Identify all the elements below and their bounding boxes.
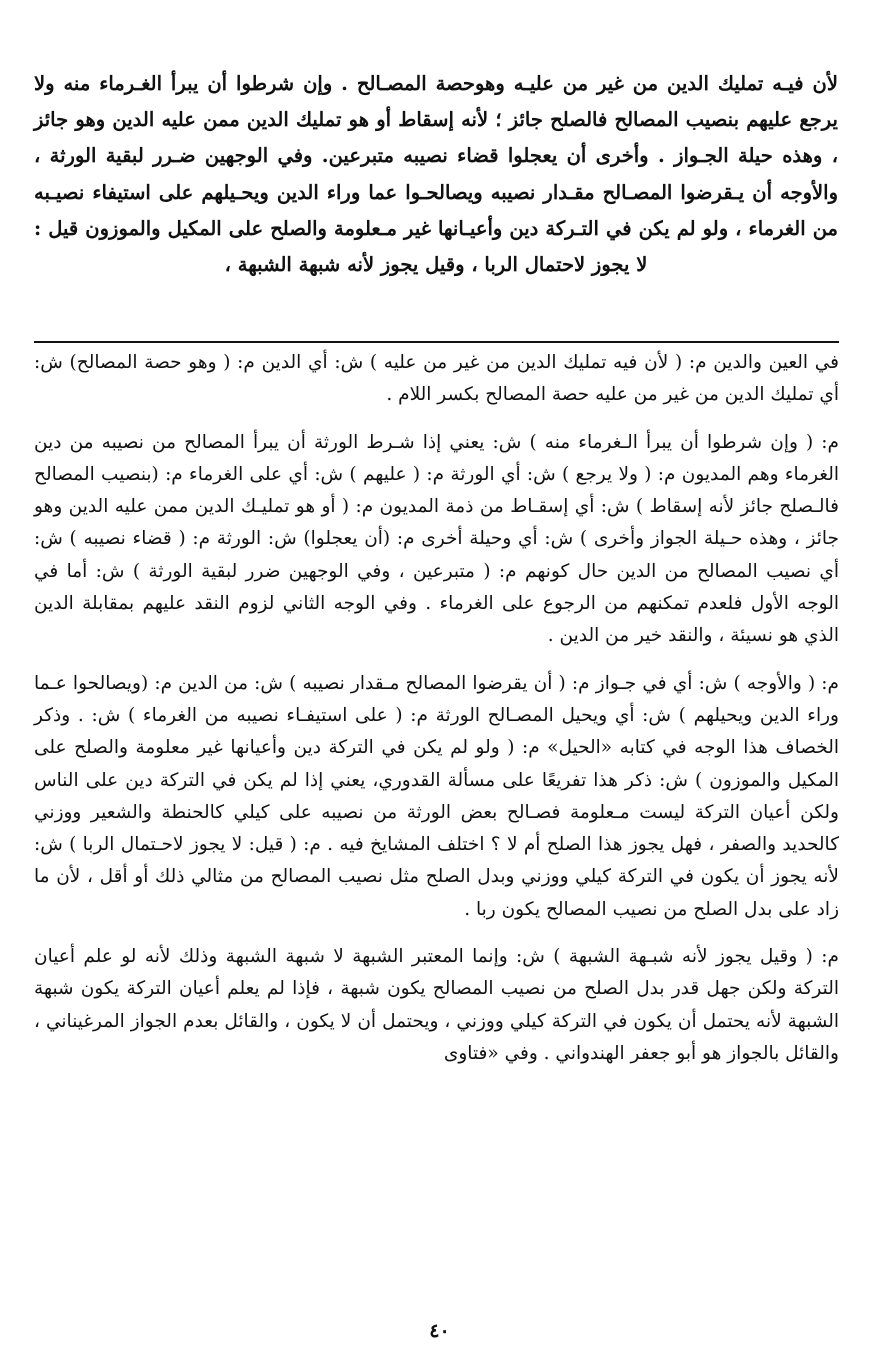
commentary-block — [34, 347, 839, 1085]
main-text-block — [34, 66, 838, 283]
commentary-paragraph-4: م: ( وقيل يجوز لأنه شبـهة الشبهة ) ش: وإنما المعتبر الشبهة لا شبهة الشبهة وذلك لأنه لو علم أعيان التركة ولكن جهل قدر بدل الصلح من نصيب المصالح يكون شبهة ، فإذا لم يعلم أعيان التركة يكون شبهة الشبهة لأنه يحتمل أن يكون في التركة كيلي ووزني ، ويحتمل أن لا يكون ، والقائل بعدم الجواز المرغيناني ، والقائل بالجواز هو أبو جعفر الهندواني . وفي «فتاوى — [34, 946, 839, 1064]
commentary-paragraph-1: في العين والدين م: ( لأن فيه تمليك الدين من غير من عليه ) ش: أي الدين م: ( وهو حصة المصالح) ش: أي تمليك الدين من غير من عليه حصة المصالح بكسر اللام . — [34, 352, 839, 406]
page-number: ٤٠ — [429, 1320, 450, 1342]
commentary-paragraph-2: م: ( وإن شرطوا أن يبرأ الـغرماء منه ) ش: يعني إذا شـرط الورثة أن يبرأ المصالح من نصيبه من دين الغرماء وهم المديون م: ( ولا يرجع ) ش: أي الورثة م: ( عليهم ) ش: أي على الغرماء م: (بنصيب المصالح فالـصلح جائز لأنه إسقاط ) ش: أي إسقـاط من ذمة المديون م: ( أو هو تمليـك الدين ممن عليه الدين وهو جائز ، وهذه حـيلة الجواز وأخرى ) ش: أي وحيلة أخرى م: (أن يعجلوا) ش: الورثة م: ( قضاء نصيبه ) ش: أي نصيب المصالح من الدين حال كونهم م: ( متبرعين ، وفي الوجهين ضرر لبقية الورثة ) ش: أما في الوجه الأول فلعدم تمكنهم من الرجوع على الغرماء . وفي الوجه الثاني لزوم النقد عليهم بمقابلة الدين الذي هو نسيئة ، والنقد خير من الدين . — [34, 431, 839, 647]
commentary-paragraph-3: م: ( والأوجه ) ش: أي في جـواز م: ( أن يقرضوا المصالح مـقدار نصيبه ) ش: من الدين م: (ويصالحوا عـما وراء الدين ويحيلهم ) ش: أي ويحيل المصـالح الورثة م: ( على استيفـاء نصيبه من الغرماء ) ش: . وذكر الخصاف هذا الوجه في كتابه «الحيل» م: ( ولو لم يكن في التركة دين وأعيانها غير معلومة والصلح على المكيل والموزون ) ش: ذكر هذا تفريعًا على مسألة القدوري، يعني إذا لم يكن في التركة دين على الناس ولكن أعيان التركة ليست مـعلومة فصـالح بعض الورثة من نصيبه على كيلي كالحنطة والشعير ووزني كالحديد والصفر ، فهل يجوز هذا الصلح أم لا ؟ اختلف المشايخ فيه . م: ( قيل: لا يجوز لاحـتمال الربا ) ش: لأنه يجوز أن يكون في التركة كيلي ووزني وبدل الصلح مثل نصيب المصالح من مثالي ذلك أو أقل ، لأن ما زاد على بدل الصلح من نصيب المصالح يكون ربا . — [34, 672, 839, 920]
separator-rule — [34, 341, 839, 343]
main-paragraph: لأن فيـه تمليك الدين من غير من عليـه وهوحصة المصـالح . وإن شرطوا أن يبرأ الغـرماء منه ولا يرجع عليهم بنصيب المصالح فالصلح جائز ؛ لأنه إسقاط أو هو تمليك الدين ممن عليه الدين وهو جائز ، وهذه حيلة الجـواز . وأخرى أن يعجلوا قضاء نصيبه متبرعين. وفي الوجهين ضـرر لبقية الورثة ، والأوجه أن يـقرضوا المصـالح مقـدار نصيبه ويصالحـوا عما وراء الدين ويحـيلهم على استيفاء نصيـبه من الغرماء ، ولو لم يكن في التـركة دين وأعيـانها غير مـعلومة والصلح على المكيل والموزون قيل : لا يجوز لاحتمال الربا ، وقيل يجوز لأنه شبهة الشبهة ، — [34, 72, 838, 277]
